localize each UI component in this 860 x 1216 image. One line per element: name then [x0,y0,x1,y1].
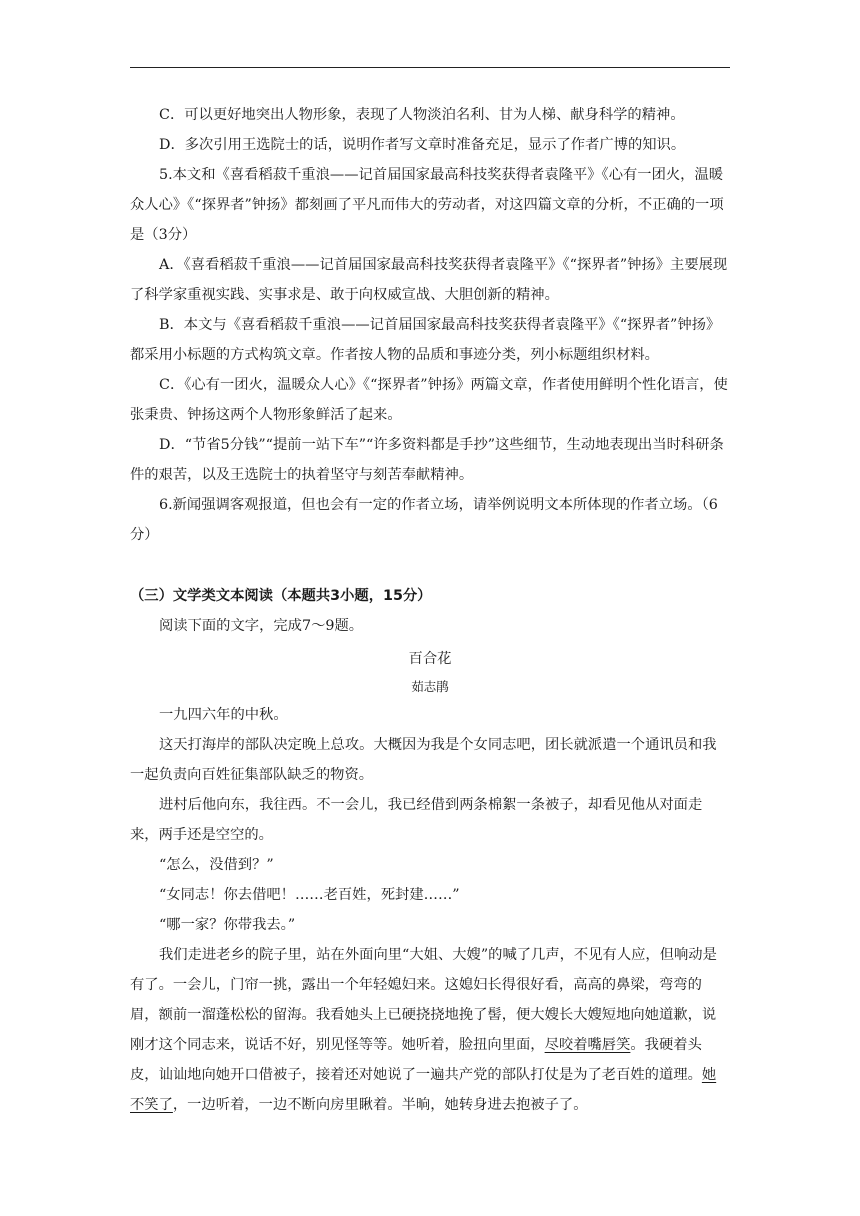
question-5-option-d: D．“节省5分钱”“提前一站下车”“许多资料都是手抄”这些细节，生动地表现出当时科研条件的艰苦，以及王选院士的执着坚守与刻苦奉献精神。 [130,437,724,483]
story-text-segment: ，一边听着，一边不断向房里瞅着。半晌，她转身进去抱被子了。 [172,1097,588,1113]
question-5-option-c: C．《心有一团火，温暖众人心》《“探界者”钟扬》两篇文章，作者使用鲜明个性化语言，使张秉贵、钟扬这两个人物形象鲜活了起来。 [130,377,728,423]
story-text [130,700,730,1120]
question-5-option-a: A．《喜看稻菽千重浪——记首届国家最高科技奖获得者袁隆平》《“探界者”钟扬》主要展现了科学家重视实践、实事求是、敢于向权威宣战、大胆创新的精神。 [130,257,728,303]
story-paragraph: 进村后他向东，我往西。不一会儿，我已经借到两条棉絮一条被子，却看见他从对面走来，两手还是空空的。 [130,797,703,843]
reading-instruction: 阅读下面的文字，完成7～9题。 [159,618,364,634]
header-rule [130,67,730,68]
section-heading: （三）文学类文本阅读（本题共3小题，15分） [130,588,432,604]
story-paragraph [130,940,730,1120]
story-text-segment: 我们走进老乡的院子里，站在外面向里“大姐、大嫂”的喊了几声，不见有人应，但响动是有了。一会儿，门帘一挑，露出一个年轻媳妇来。这媳妇长得很好看，高高的鼻梁，弯弯的眉，额前一溜蓬松松的留海。我看她头上已硬挠挠地挽了髻，便大嫂长大嫂短地向她道歉，说刚才这个同志来，说话不好，别见怪等等。她听着，脸扭向里面， [130,947,717,1053]
option-d-prev: D．多次引用王选院士的话，说明作者写文章时准备充足，显示了作者广博的知识。 [159,137,686,153]
question-6-stem: 6.新闻强调客观报道，但也会有一定的作者立场，请举例说明文本所体现的作者立场。（6分） [130,497,718,543]
story-paragraph: “女同志！你去借吧！……老百姓，死封建……” [159,887,460,903]
option-c-prev: C．可以更好地突出人物形象，表现了人物淡泊名利、甘为人梯、献身科学的精神。 [159,107,685,123]
story-paragraph: 这天打海岸的部队决定晚上总攻。大概因为我是个女同志吧，团长就派遣一个通讯员和我一起负责向百姓征集部队缺乏的物资。 [130,737,717,783]
underlined-phrase: 尽咬着嘴唇笑 [544,1037,631,1053]
story-title: 百合花 [408,651,452,667]
story-paragraph: 一九四六年的中秋。 [159,707,288,723]
question-5-option-b: B．本文与《喜看稻菽千重浪——记首届国家最高科技奖获得者袁隆平》《“探界者”钟扬》都采用小标题的方式构筑文章。作者按人物的品质和事迹分类，列小标题组织材料。 [130,317,721,363]
story-author: 茹志鹃 [411,679,449,694]
story-paragraph: “哪一家？你带我去。” [159,917,296,933]
story-paragraph: “怎么，没借到？” [159,857,274,873]
story-text-segment: 。我硬着头皮，讪讪地向她开口借被子，接着还对她说了一遍共产党的部队打仗是为了老百姓的道理。 [130,1037,702,1083]
underlined-phrase: 她不笑了 [130,1067,717,1113]
question-5-stem: 5.本文和《喜看稻菽千重浪——记首届国家最高科技奖获得者袁隆平》《心有一团火，温暖众人心》《“探界者”钟扬》都刻画了平凡而伟大的劳动者，对这四篇文章的分析，不正确的一项是（3分） [130,167,724,243]
document-body [130,100,730,1120]
